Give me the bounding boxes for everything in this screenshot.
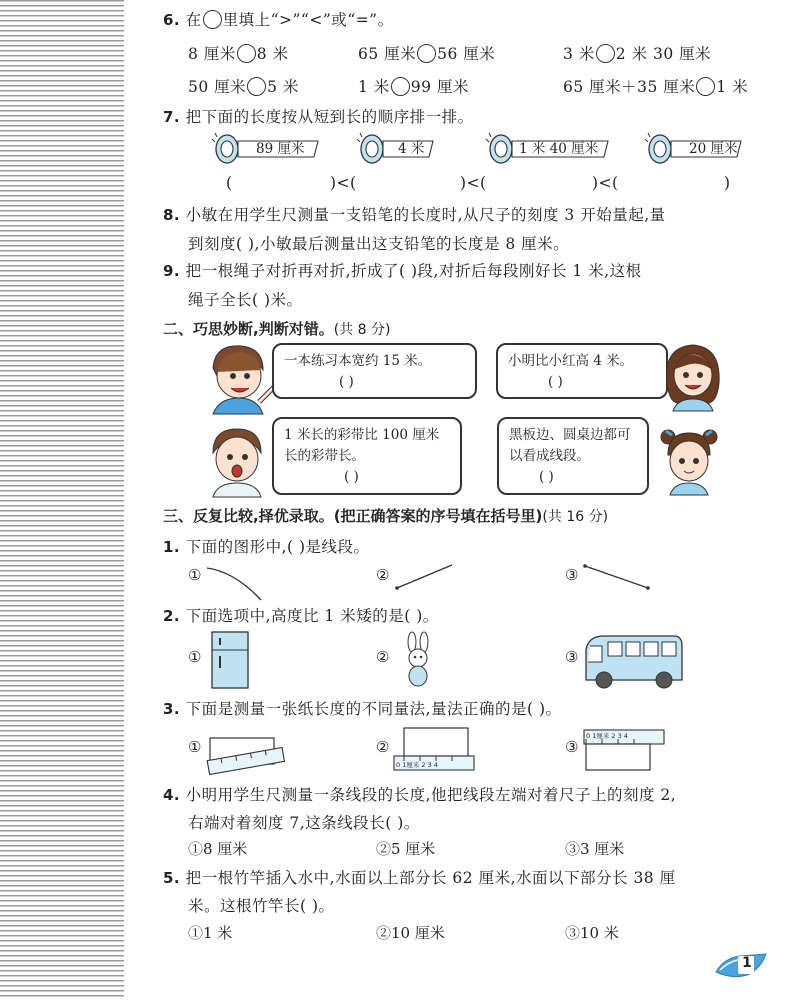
tilted-ruler-measure: [206, 728, 288, 774]
q6-prompt-pre: 在: [185, 11, 202, 29]
option-label-1[interactable]: ①: [188, 738, 202, 756]
q6-item-left: 8 厘米: [188, 45, 236, 63]
ray-figure: [394, 562, 454, 592]
order-paren: ): [724, 174, 731, 192]
rabbit-icon: [400, 632, 436, 688]
answer-circle[interactable]: [237, 44, 256, 63]
option-2[interactable]: ②10 厘米: [376, 924, 445, 942]
section2-title: [163, 318, 390, 339]
answer-blank[interactable]: ( ): [339, 374, 354, 390]
q3-4-line2: 右端对着刻度 7,这条线段长( )。: [188, 814, 420, 832]
q9-line2: 绳子全长( )米。: [188, 291, 303, 309]
q8-number: 8.: [163, 206, 181, 224]
answer-circle[interactable]: [247, 77, 266, 96]
option-3[interactable]: ③3 厘米: [565, 840, 625, 858]
bubble-statement: 小明比小红高 4 米。: [508, 353, 634, 369]
bus-icon: [582, 632, 686, 690]
order-paren: (: [226, 174, 233, 192]
q6-item-3[interactable]: [563, 42, 711, 64]
refrigerator-icon: [208, 630, 252, 690]
option-label-1[interactable]: ①: [188, 566, 202, 584]
answer-circle[interactable]: [596, 44, 615, 63]
q3-3-number: 3.: [163, 700, 181, 718]
answer-circle[interactable]: [696, 77, 715, 96]
option-label-3[interactable]: ③: [565, 648, 579, 666]
q7-prompt: [163, 105, 474, 127]
judge-bubble-4: [497, 417, 649, 495]
q3-1-prompt: [163, 535, 370, 557]
q3-4-number: 4.: [163, 786, 181, 804]
order-paren: )<(: [592, 174, 619, 192]
q6-item-left: 50 厘米: [188, 78, 247, 96]
tape-label-1: 89 厘米: [256, 141, 305, 157]
section3-title: [163, 505, 608, 526]
option-label-1[interactable]: ①: [188, 648, 202, 666]
q9-number: 9.: [163, 262, 181, 280]
bubble-statement: 一本练习本宽约 15 米。: [284, 353, 432, 369]
page-number: 1: [742, 955, 752, 971]
ruler-scale: 0 1厘米 2 3 4: [396, 761, 438, 769]
q3-4-line1: [163, 783, 676, 805]
q3-2-text: 下面选项中,高度比 1 米矮的是( )。: [185, 607, 439, 625]
tape-label-2: 4 米: [398, 141, 425, 157]
q3-1-number: 1.: [163, 538, 181, 556]
answer-blank[interactable]: ( ): [548, 374, 563, 390]
q7-number: 7.: [163, 108, 181, 126]
bubble-statement: 黑板边、圆桌边都可以看成线段。: [509, 427, 631, 464]
q3-3-prompt: [163, 697, 562, 719]
option-3[interactable]: ③10 米: [565, 924, 619, 942]
order-paren: )<(: [460, 174, 487, 192]
q6-item-2[interactable]: [358, 42, 495, 64]
q8-line2: 到刻度( ),小敏最后测量出这支铅笔的长度是 8 厘米。: [188, 235, 570, 253]
answer-circle[interactable]: [391, 77, 410, 96]
q3-4-text: 小明用学生尺测量一条线段的长度,他把线段左端对着尺子上的刻度 2,: [185, 786, 677, 804]
option-label-3[interactable]: ③: [565, 738, 579, 756]
q6-item-right: 2 米 30 厘米: [615, 45, 712, 63]
q6-item-4[interactable]: [188, 75, 299, 97]
boy-illustration: [205, 425, 269, 497]
section2-score: (共 8 分): [333, 322, 391, 338]
q7-text: 把下面的长度按从短到长的顺序排一排。: [185, 108, 474, 126]
judge-bubble-2: [496, 343, 668, 399]
ruler-scale: 0 1厘米 2 3 4: [586, 732, 628, 740]
q6-item-right: 1 米: [716, 78, 749, 96]
q9-line1: [163, 259, 642, 281]
girl-illustration: [658, 425, 720, 495]
q6-number: 6.: [163, 11, 181, 29]
curve-figure: [205, 566, 265, 602]
q6-item-6[interactable]: [563, 75, 748, 97]
q3-2-number: 2.: [163, 607, 181, 625]
q6-item-5[interactable]: [358, 75, 469, 97]
circle-icon: [203, 10, 222, 29]
q3-5-line1: [163, 866, 676, 888]
judge-bubble-1: [272, 343, 477, 399]
option-1[interactable]: ①1 米: [188, 924, 233, 942]
answer-blank[interactable]: ( ): [344, 469, 359, 485]
option-1[interactable]: ①8 厘米: [188, 840, 248, 858]
section2-heading: 二、巧思妙断,判断对错。: [163, 320, 334, 338]
left-margin-stripes: [0, 0, 124, 1000]
girl-illustration: [663, 343, 723, 411]
tape-label-4: 20 厘米: [689, 141, 738, 157]
q3-1-text: 下面的图形中,( )是线段。: [185, 538, 370, 556]
option-label-2[interactable]: ②: [376, 648, 390, 666]
q3-5-line2: 米。这根竹竿长( )。: [188, 897, 335, 915]
option-label-2[interactable]: ②: [376, 738, 390, 756]
option-label-2[interactable]: ②: [376, 566, 390, 584]
q6-item-right: 99 厘米: [410, 78, 469, 96]
q6-item-left: 65 厘米＋35 厘米: [563, 78, 696, 96]
q6-item-left: 3 米: [563, 45, 595, 63]
q8-line1: [163, 203, 666, 225]
order-paren: )<(: [330, 174, 357, 192]
segment-figure: [582, 562, 652, 592]
option-2[interactable]: ②5 厘米: [376, 840, 436, 858]
q8-text: 小敏在用学生尺测量一支铅笔的长度时,从尺子的刻度 3 开始量起,量: [185, 206, 666, 224]
q3-3-text: 下面是测量一张纸长度的不同量法,量法正确的是( )。: [185, 700, 562, 718]
q3-2-prompt: [163, 604, 439, 626]
q6-item-right: 56 厘米: [437, 45, 496, 63]
q6-item-right: 8 米: [256, 45, 289, 63]
q9-text: 把一根绳子对折再对折,折成了( )段,对折后每段刚好长 1 米,这根: [185, 262, 642, 280]
q6-item-left: 65 厘米: [358, 45, 417, 63]
q6-item-left: 1 米: [358, 78, 390, 96]
q6-item-1[interactable]: [188, 42, 289, 64]
q6-item-right: 5 米: [267, 78, 299, 96]
q6-prompt-post: 里填上“>”“<”或“=”。: [222, 11, 394, 29]
q6-prompt: [163, 8, 394, 30]
section3-heading: 三、反复比较,择优录取。(把正确答案的序号填在括号里): [163, 507, 543, 525]
bubble-statement: 1 米长的彩带比 100 厘米长的彩带长。: [284, 427, 440, 464]
tape-label-3: 1 米 40 厘米: [519, 141, 599, 157]
section3-score: (共 16 分): [542, 509, 609, 525]
q3-5-number: 5.: [163, 869, 181, 887]
answer-circle[interactable]: [417, 44, 436, 63]
option-label-3[interactable]: ③: [565, 566, 579, 584]
q3-5-text: 把一根竹竿插入水中,水面以上部分长 62 厘米,水面以下部分长 38 厘: [185, 869, 676, 887]
answer-blank[interactable]: ( ): [539, 469, 554, 485]
judge-bubble-3: [272, 417, 462, 495]
